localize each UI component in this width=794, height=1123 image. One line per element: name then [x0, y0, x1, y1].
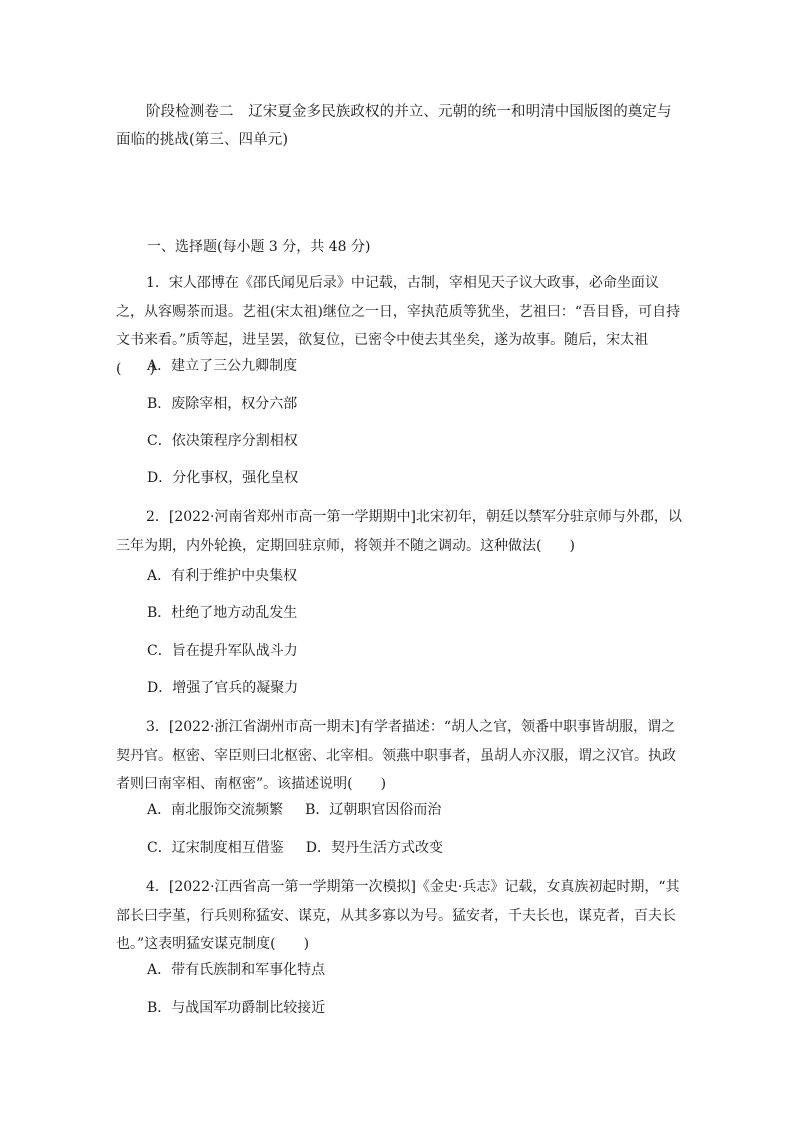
question-1-option-d: D．分化事权，强化皇权	[147, 470, 299, 486]
question-3-option-c: C．辽宋制度相互借鉴	[147, 840, 284, 856]
question-2-option-c: C．旨在提升军队战斗力	[147, 643, 298, 659]
question-3-options-row-2	[147, 838, 443, 858]
question-2-option-d: D．增强了官兵的凝聚力	[147, 680, 299, 696]
question-3-stem: 3．[2022·浙江省湖州市高一期末]有学者描述：“胡人之官，领番中职事皆胡服，谓之契丹官。枢密、宰臣则曰北枢密、北宰相。领燕中职事者，虽胡人亦汉服，谓之汉官。执政者则曰南宰相、南枢密”。该描述说明( )	[116, 719, 676, 792]
question-2-stem: 2．[2022·河南省郑州市高一第一学期期中]北宋初年，朝廷以禁军分驻京师与外郡，以三年为期，内外轮换，定期回驻京师，将领并不随之调动。这种做法( )	[116, 509, 682, 554]
question-4-option-b: B．与战国军功爵制比较接近	[147, 1000, 326, 1016]
question-1-stem: 1．宋人邵博在《邵氏闻见后录》中记载，古制，宰相见天子议大政事，必命坐面议之，从容赐茶而退。艺祖(宋太祖)继位之一日，宰执范质等犹坐，艺祖曰：“吾目昏，可自持文书来看。”质等起，进呈罢，欲复位，已密令中使去其坐矣，遂为故事。随后，宋太祖( )	[116, 275, 681, 377]
question-1-option-a: A．建立了三公九卿制度	[147, 358, 298, 374]
section-heading: 一、选择题(每小题 3 分，共 48 分)	[147, 239, 371, 255]
page-title: 阶段检测卷二 辽宋夏金多民族政权的并立、元朝的统一和明清中国版图的奠定与面临的挑战(第三、四单元)	[116, 104, 672, 148]
question-3-option-b: B．辽朝职官因俗而治	[305, 802, 442, 818]
question-2-option-a: A．有利于维护中央集权	[147, 568, 298, 584]
question-3-option-a: A．南北服饰交流频繁	[147, 802, 284, 818]
question-4-stem: 4．[2022·江西省高一第一学期第一次模拟]《金史·兵志》记载，女真族初起时期，“其部长曰孛堇，行兵则称猛安、谋克，从其多寡以为号。猛安者，千夫长也，谋克者，百夫长也。”这表明猛安谋克制度( )	[116, 879, 680, 952]
question-1-option-b: B．废除宰相，权分六部	[147, 396, 298, 412]
question-1-option-c: C．依决策程序分割相权	[147, 433, 298, 449]
question-2-option-b: B．杜绝了地方动乱发生	[147, 605, 298, 621]
question-3-options-row-1	[147, 800, 441, 820]
question-3-option-d: D．契丹生活方式改变	[305, 840, 443, 856]
question-4-option-a: A．带有氏族制和军事化特点	[147, 962, 326, 978]
